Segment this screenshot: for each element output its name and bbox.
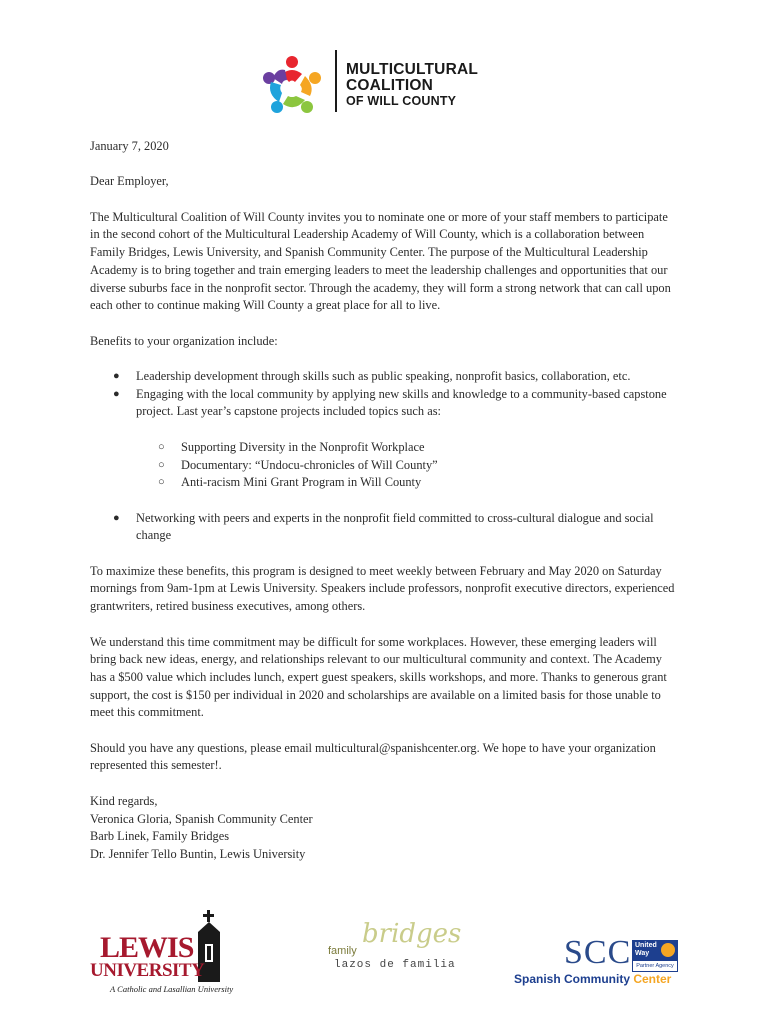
circle-bullet-icon: ○ <box>158 458 165 471</box>
signer: Dr. Jennifer Tello Buntin, Lewis University <box>90 846 306 861</box>
fb-family-word: family <box>328 945 357 957</box>
fb-bridges-script: bridges <box>362 919 462 949</box>
logo-line-1: MULTICULTURAL <box>346 61 479 78</box>
salutation: Dear Employer, <box>90 174 169 189</box>
logo-line-2: COALITION <box>346 77 434 94</box>
logo-line-3: OF WILL COUNTY <box>346 94 457 108</box>
lewis-name-line-1: LEWIS <box>100 931 194 964</box>
signer: Barb Linek, Family Bridges <box>90 829 230 844</box>
capstone-list <box>90 439 680 492</box>
scc-full-name: Spanish Community Center <box>514 972 672 986</box>
united-way-badge: United Way Partner Agency <box>632 940 678 972</box>
spanish-community-center-logo <box>512 936 682 991</box>
closing: Kind regards, <box>90 793 158 808</box>
family-bridges-logo <box>326 915 462 975</box>
coalition-people-icon <box>255 52 329 126</box>
benefits-heading: Benefits to your organization include: <box>90 333 278 348</box>
capstone-item: ○ Supporting Diversity in the Nonprofit Workplace <box>90 439 680 457</box>
benefit-item: ● Networking with peers and experts in the nonprofit field committed to cross-cultural dialogue and social change <box>113 510 654 543</box>
letter-body <box>90 138 680 864</box>
fb-lazos-text: lazos de familia <box>334 959 456 971</box>
coalition-logo <box>255 48 479 128</box>
logo-divider <box>335 50 337 112</box>
letter-date: January 7, 2020 <box>90 139 169 153</box>
capstone-item: ○ Anti-racism Mini Grant Program in Will County <box>90 474 680 492</box>
schedule-paragraph: To maximize these benefits, this program is designed to meet weekly between February and May 2020 on Saturday mornings from 9am-1pm at Lewis University. Speakers include professors, nonprofit executive directors, experienced grantwriters, retired business executives, among others. <box>90 563 675 614</box>
coalition-wordmark <box>346 62 478 109</box>
circle-bullet-icon: ○ <box>158 476 165 489</box>
benefit-item: ● Leadership development through skills such as public speaking, nonprofit basics, collaboration, etc. <box>90 368 680 386</box>
capstone-item: ○ Documentary: “Undocu-chronicles of Will County” <box>90 457 680 475</box>
benefits-list-continued <box>90 510 680 545</box>
united-way-hand-icon <box>661 943 675 957</box>
bullet-icon: ● <box>113 370 120 383</box>
benefits-list <box>90 368 680 421</box>
signer: Veronica Gloria, Spanish Community Center <box>90 811 313 826</box>
lewis-university-logo <box>88 910 248 1000</box>
cost-paragraph: We understand this time commitment may be difficult for some workplaces. However, these emerging leaders will bring back new ideas, energy, and relationships relevant to our multicultural community and context. The Academy has a $500 value which includes lunch, expert guest speakers, skills workshops, and more. Thanks to generous grant support, the cost is $150 per individual in 2020 and scholarships are available on a limited basis for those unable to meet this commitment. <box>90 634 667 720</box>
lewis-name-line-2: UNIVERSITY <box>90 960 205 981</box>
lewis-tagline: A Catholic and Lasallian University <box>110 984 234 994</box>
circle-bullet-icon: ○ <box>158 440 165 453</box>
bullet-icon: ● <box>113 511 120 524</box>
contact-paragraph: Should you have any questions, please email multicultural@spanishcenter.org. We hope to have your organization represented this semester!. <box>90 740 656 773</box>
scc-abbreviation: SCC <box>564 934 632 971</box>
bullet-icon: ● <box>113 387 120 400</box>
intro-paragraph: The Multicultural Coalition of Will County invites you to nominate one or more of your staff members to participate in the second cohort of the Multicultural Leadership Academy of Will County, which is a collaboration between Family Bridges, Lewis University, and Spanish Community Center. The purpose of the Multicultural Leadership Academy is to bring together and train emerging leaders to meet the leadership challenges and opportunities that our diverse suburbs face in the nonprofit sector. Through the academy, they will form a strong network that can call upon each other to continue making Will County a great place for all to live. <box>90 209 671 313</box>
benefit-item: ● Engaging with the local community by applying new skills and knowledge to a community-based capstone project. Last year’s capstone projects included topics such as: <box>113 386 667 419</box>
